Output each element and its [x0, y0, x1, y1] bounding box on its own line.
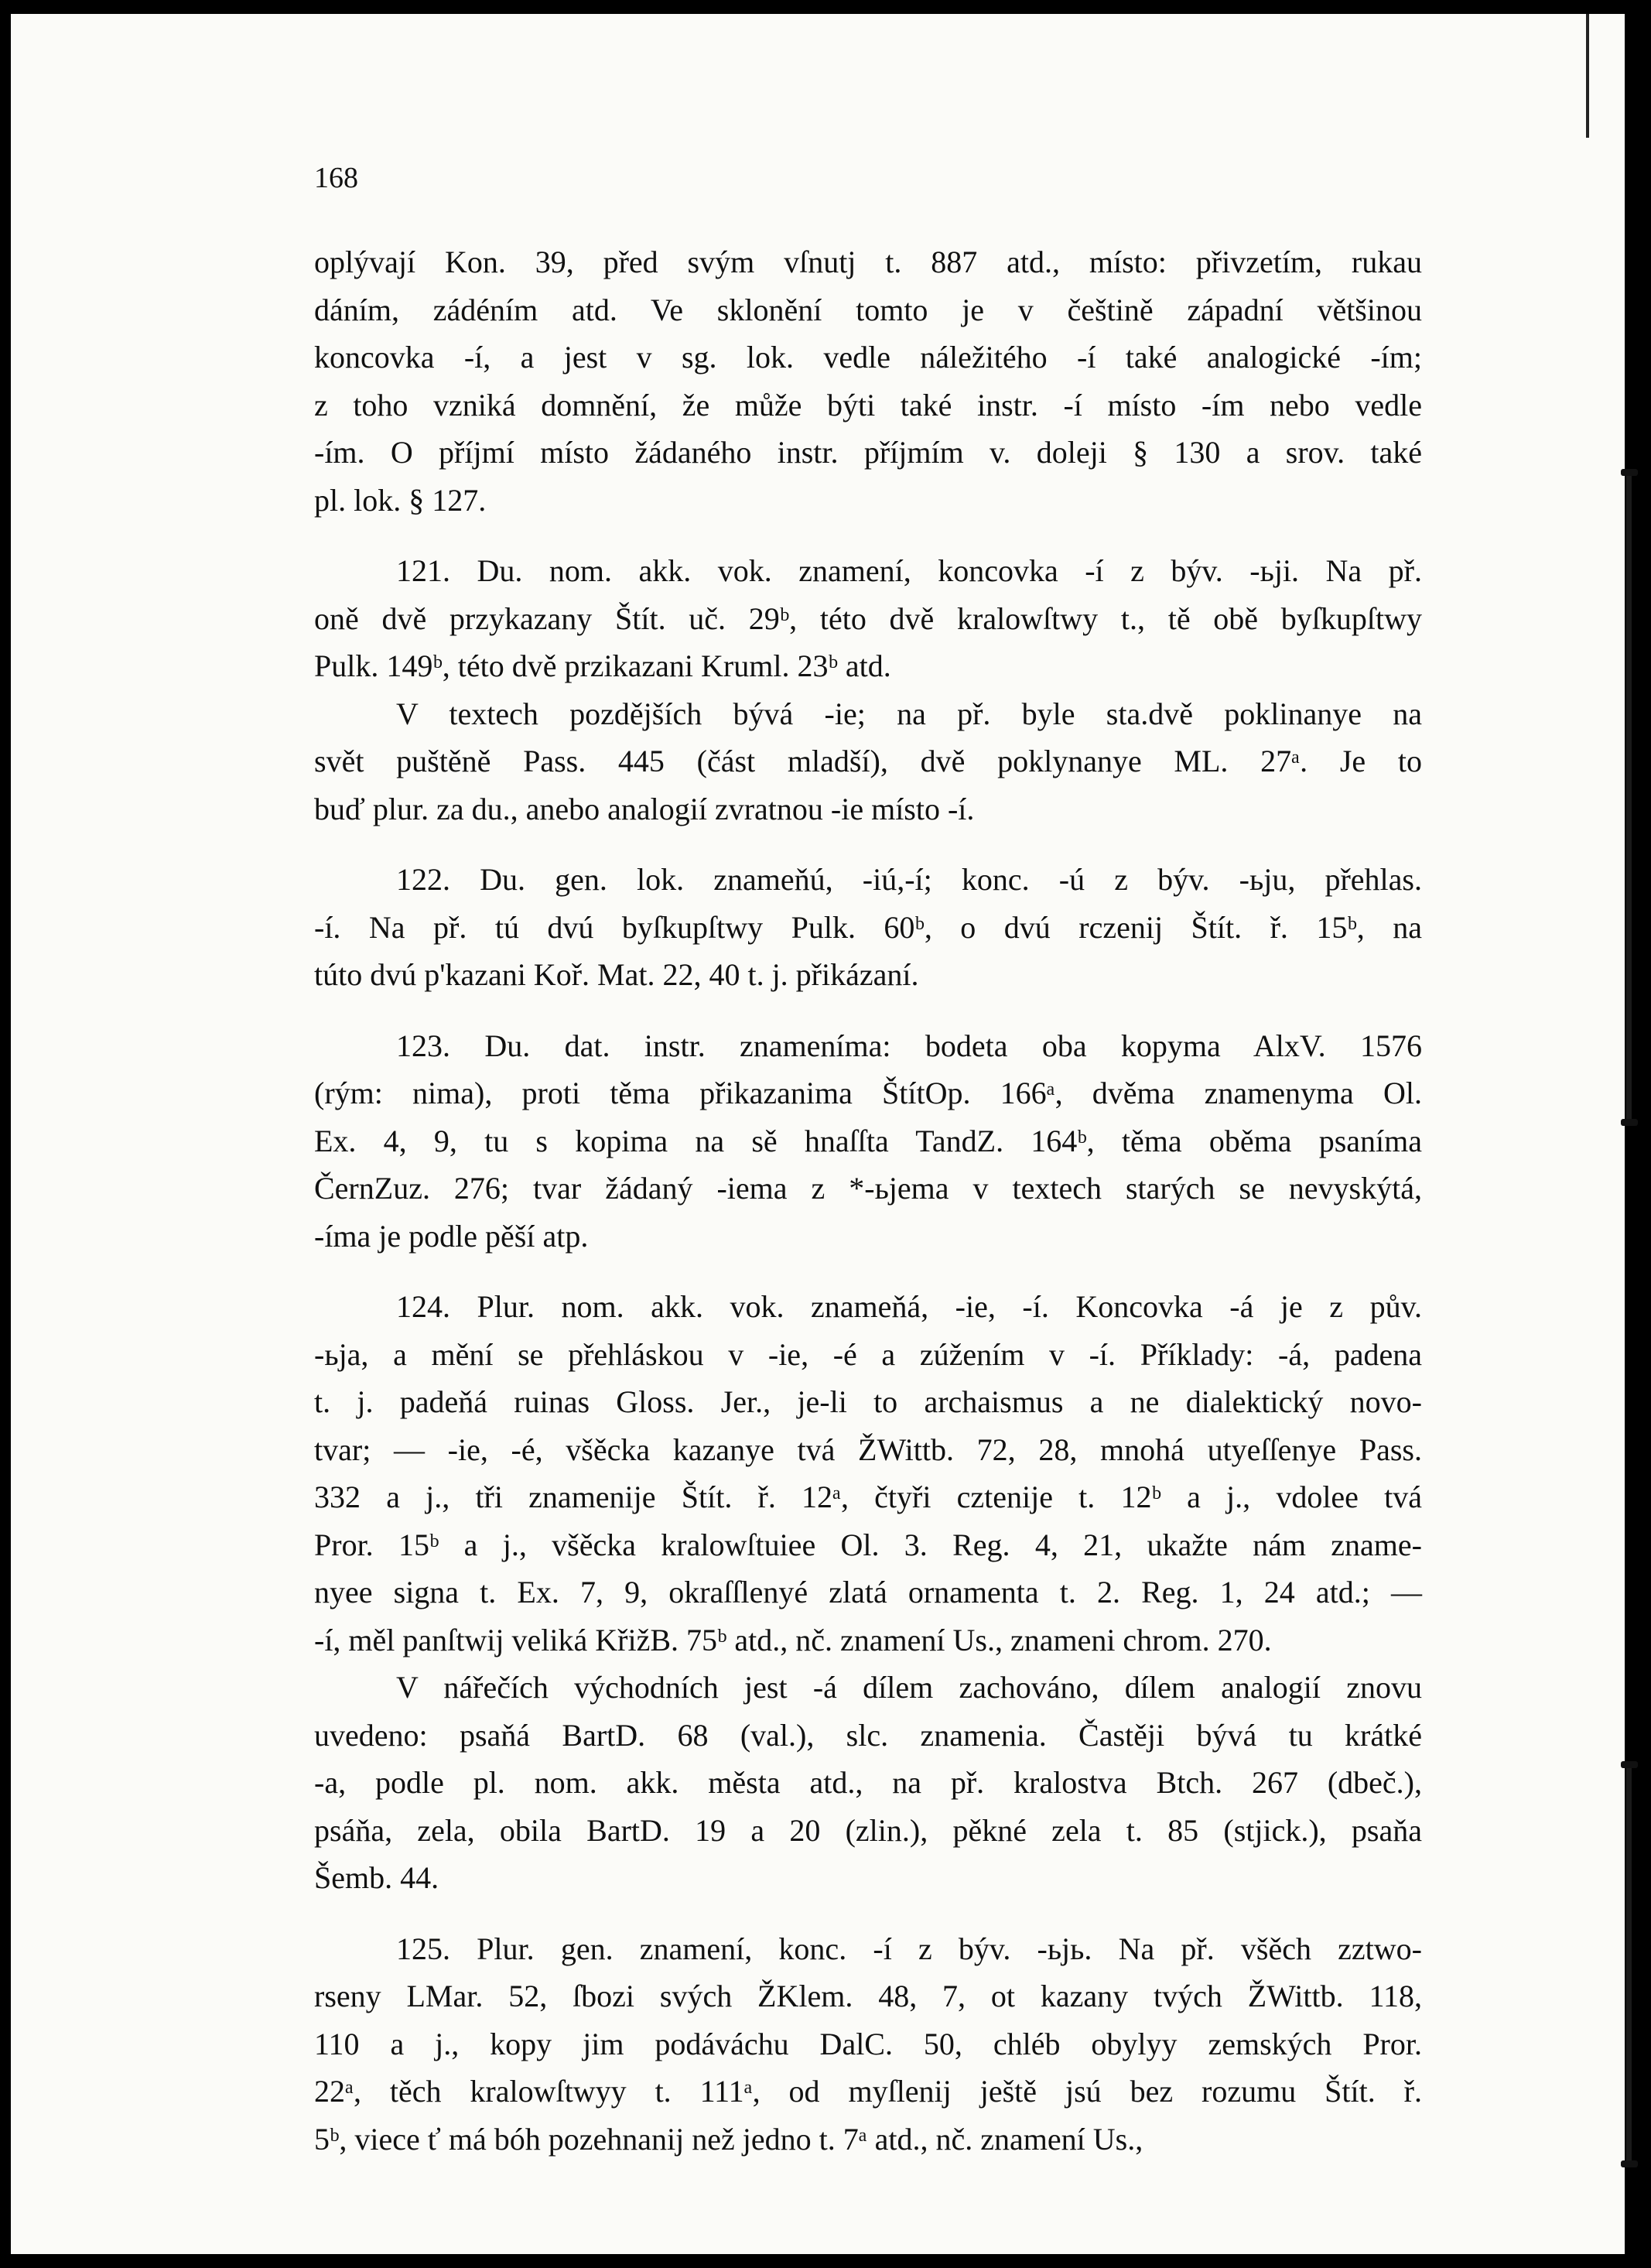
page-edge-cap [1621, 2160, 1638, 2167]
text-line: oplývají Kon. 39, před svým vſnutj t. 887 atd., místo: přivzetím, rukau [314, 245, 1422, 279]
page-number: 168 [314, 162, 358, 194]
text-line: 22ᵃ, těch kralowſtwyy t. 111ᵃ, od myſlenij ještě jsú bez rozumu Štít. ř. [314, 2074, 1422, 2109]
text-line: Ex. 4, 9, tu s kopima na sě hnaſſta TandZ. 164ᵇ, těma oběma psaníma [314, 1123, 1422, 1158]
page-edge-mark-upper [1626, 474, 1632, 1125]
text-line: -ьja, a mění se přehláskou v -ie, -é a zúžením v -í. Příklady: -á, padena [314, 1336, 1422, 1372]
text-line: 122. Du. gen. lok. znameňú, -iú,-í; konc. -ú z býv. -ьju, přehlas. [396, 862, 1422, 897]
text-line: 121. Du. nom. akk. vok. znamení, koncovka -í z býv. -ьji. Na př. [396, 553, 1422, 588]
paragraph [314, 238, 1422, 524]
text-line: -í. Na př. tú dvú byſkupſtwy Pulk. 60ᵇ, o dvú rczenij Štít. ř. 15ᵇ, na [314, 909, 1422, 945]
text-line: oně dvě przykazany Štít. uč. 29ᵇ, této dvě kralowſtwy t., tě obě byſkupſtwy [314, 600, 1422, 636]
text-line: -a, podle pl. nom. akk. města atd., na př. kralostva Btch. 267 (dbeč.), [314, 1765, 1422, 1800]
paragraph-gap [314, 524, 1422, 547]
text-line: koncovka -í, a jest v sg. lok. vedle náležitého -í také analogické -ím; [314, 340, 1422, 375]
text-line: túto dvú p'kazani Koř. Mat. 22, 40 t. j. přikázaní. [314, 957, 919, 992]
text-line: Pulk. 149ᵇ, této dvě przikazani Kruml. 23ᵇ atd. [314, 648, 891, 683]
paragraph-gap [314, 1902, 1422, 1925]
text-line: V textech pozdějších bývá -ie; na př. byle sta.dvě poklinanye na [396, 696, 1422, 731]
text-line: -í, měl panſtwij veliká KřižB. 75ᵇ atd., nč. znamení Us., znameni chrom. 270. [314, 1622, 1272, 1657]
page-edge-cap [1621, 469, 1638, 476]
paragraph [314, 547, 1422, 690]
text-line: 5ᵇ, viece ť má bóh pozehnanij než jedno t. 7ᵃ atd., nč. znamení Us., [314, 2121, 1143, 2157]
text-line: uvedeno: psaňá BartD. 68 (val.), slc. znamenia. Častěji bývá tu krátké [314, 1717, 1422, 1753]
paragraph [314, 1283, 1422, 1664]
paragraph-gap [314, 1260, 1422, 1283]
paragraph [314, 1664, 1422, 1902]
text-line: rseny LMar. 52, ſbozi svých ŽKlem. 48, 7, ot kazany tvých ŽWittb. 118, [314, 1979, 1422, 2013]
paragraph [314, 1022, 1422, 1261]
text-line: nyee signa t. Ex. 7, 9, okraſſlenyé zlatá ornamenta t. 2. Reg. 1, 24 atd.; — [314, 1575, 1422, 1609]
text-line: 123. Du. dat. instr. znameníma: bodeta oba kopyma AlxV. 1576 [396, 1028, 1422, 1063]
text-line: t. j. padeňá ruinas Gloss. Jer., je-li to archaismus a ne dialektický novo- [314, 1384, 1422, 1419]
text-line: svět puštěně Pass. 445 (část mladší), dvě poklynanye ML. 27ᵃ. Je to [314, 744, 1422, 778]
paragraph-gap [314, 833, 1422, 856]
text-line: ČernZuz. 276; tvar žádaný -iema z *-ьjema v textech starých se nevyskýtá, [314, 1171, 1422, 1206]
paragraph-gap [314, 999, 1422, 1022]
page-edge-cap [1621, 1119, 1638, 1126]
text-line: 332 a j., tři znamenije Štít. ř. 12ᵃ, čtyři cztenije t. 12ᵇ a j., vdolee tvá [314, 1480, 1422, 1514]
text-line: psáňa, zela, obila BartD. 19 a 20 (zlin.), pěkné zela t. 85 (stjick.), psaňa [314, 1812, 1422, 1848]
body-text [314, 238, 1422, 2163]
text-line: (rým: nima), proti těma přikazanima ŠtítOp. 166ᵃ, dvěma znamenyma Ol. [314, 1076, 1422, 1110]
text-line: V nářečích východních jest -á dílem zachováno, dílem analogií znovu [396, 1670, 1422, 1705]
text-line: -íma je podle pěší atp. [314, 1218, 589, 1254]
text-line: 124. Plur. nom. akk. vok. znameňá, -ie, -í. Koncovka -á je z pův. [396, 1289, 1422, 1324]
text-line: 110 a j., kopy jim podáváchu DalC. 50, chléb obylyy zemských Pror. [314, 2026, 1422, 2061]
page-edge-mark-lower [1626, 1766, 1632, 2167]
text-line: z toho vzniká domnění, že může býti také instr. -í místo -ím nebo vedle [314, 387, 1422, 422]
text-line: dáním, zádéním atd. Ve sklonění tomto je v češtině západní většinou [314, 292, 1422, 327]
text-line: pl. lok. § 127. [314, 482, 487, 518]
margin-line [1586, 14, 1589, 138]
text-line: Šemb. 44. [314, 1860, 439, 1895]
page-edge-cap [1621, 1761, 1638, 1768]
text-line: 125. Plur. gen. znamení, konc. -í z býv. -ьjь. Na př. všěch zztwo- [396, 1931, 1422, 1966]
text-line: buď plur. za du., anebo analogií zvratnou -ie místo -í. [314, 791, 975, 826]
text-line: Pror. 15ᵇ a j., všěcka kralowſtuiee Ol. 3. Reg. 4, 21, ukažte nám zname- [314, 1527, 1422, 1562]
paragraph [314, 690, 1422, 833]
text-line: -ím. O příjmí místo žádaného instr. příjmím v. doleji § 130 a srov. také [314, 435, 1422, 470]
paragraph [314, 1925, 1422, 2164]
paragraph [314, 856, 1422, 999]
text-line: tvar; — -ie, -é, všěcka kazanye tvá ŽWittb. 72, 28, mnohá utyeſſenye Pass. [314, 1432, 1422, 1467]
